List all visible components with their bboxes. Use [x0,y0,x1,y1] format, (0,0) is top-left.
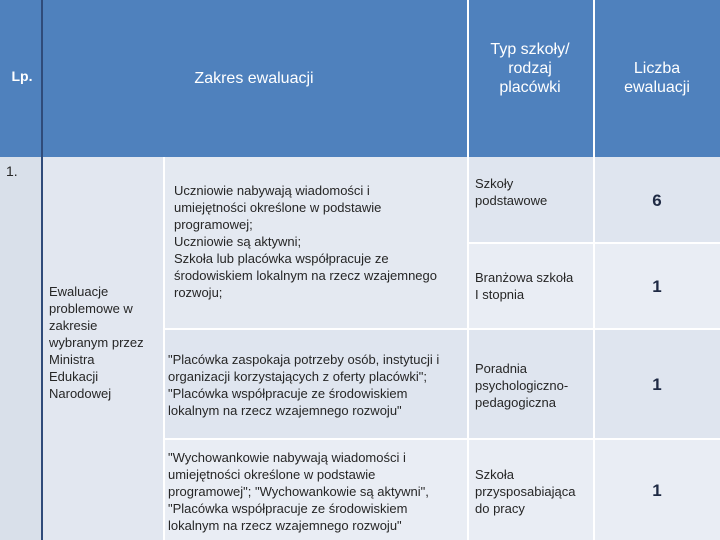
scope-line: lokalnym na rzecz wzajemnego rozwoju" [168,403,402,418]
scope-line: "Placówka współpracuje ze środowiskiem [168,386,408,401]
school-type-line: pedagogiczna [475,395,556,410]
evaluation-count-row-2: 1 [652,277,662,296]
school-type-line: Szkoły [475,176,514,191]
category-line: Ewaluacje [49,284,109,299]
evaluation-count-row-3: 1 [652,375,662,394]
scope-line: umiejętności określone w podstawie [174,200,382,215]
header-scope: Zakres ewaluacji [194,70,314,87]
grid-line [41,0,43,540]
header-type-line: rodzaj [508,60,552,77]
scope-line: programowej; [174,217,253,232]
school-type-line: I stopnia [475,287,525,302]
header-type-line: placówki [499,79,561,96]
scope-line: lokalnym na rzecz wzajemnego rozwoju" [168,518,402,533]
grid-line [593,0,595,540]
category-line: Narodowej [49,386,112,401]
grid-line [163,157,165,540]
scope-line: "Placówka współpracuje ze środowiskiem [168,501,408,516]
school-type-line: Szkoła [475,467,515,482]
grid-line [467,0,469,540]
school-type-row-2 [475,269,591,303]
scope-line: Szkoła lub placówka współpracuje ze [174,251,389,266]
category-label [49,283,161,402]
school-type-row-1 [475,175,591,209]
header-lp: Lp. [11,68,33,84]
scope-group-1 [174,182,466,301]
scope-line: środowiskiem lokalnym na rzecz wzajemnego [174,268,437,283]
scope-line: "Wychowankowie nabywają wiadomości i [168,450,406,465]
school-type-line: Poradnia [475,361,528,376]
category-line: Ministra [49,352,95,367]
school-type-line: przysposabiająca [475,484,576,499]
school-type-line: podstawowe [475,193,548,208]
scope-line: umiejętności określone w podstawie [168,467,376,482]
header-count-line: Liczba [633,60,681,77]
header-type-line: Typ szkoły/ [490,41,570,58]
grid-line [467,242,720,244]
scope-line: Uczniowie są aktywni; [174,234,302,249]
category-line: wybranym przez [49,335,144,350]
scope-group-3 [168,449,466,534]
scope-line: organizacji korzystających z oferty placówki"; [168,369,427,384]
header-type [468,40,592,97]
category-line: zakresie [49,318,98,333]
school-type-row-4 [475,466,591,517]
category-line: Edukacji [49,369,99,384]
school-type-line: Branżowa szkoła [475,270,574,285]
school-type-line: do pracy [475,501,525,516]
evaluation-count-row-1: 6 [652,191,662,210]
evaluation-count-row-4: 1 [652,481,662,500]
scope-line: rozwoju; [174,285,223,300]
grid-line [163,438,720,440]
scope-group-2 [168,351,466,419]
header-count-line: ewaluacji [624,79,690,96]
grid-line [163,328,720,330]
school-type-line: psychologiczno- [475,378,569,393]
category-line: problemowe w [49,301,133,316]
scope-line: "Placówka zaspokaja potrzeby osób, instytucji i [168,352,440,367]
lp-column [0,157,42,540]
school-type-row-3 [475,360,591,411]
scope-line: Uczniowie nabywają wiadomości i [174,183,370,198]
header-count [596,59,718,97]
lp-value: 1. [6,163,18,179]
scope-line: programowej"; "Wychowankowie są aktywni", [168,484,429,499]
